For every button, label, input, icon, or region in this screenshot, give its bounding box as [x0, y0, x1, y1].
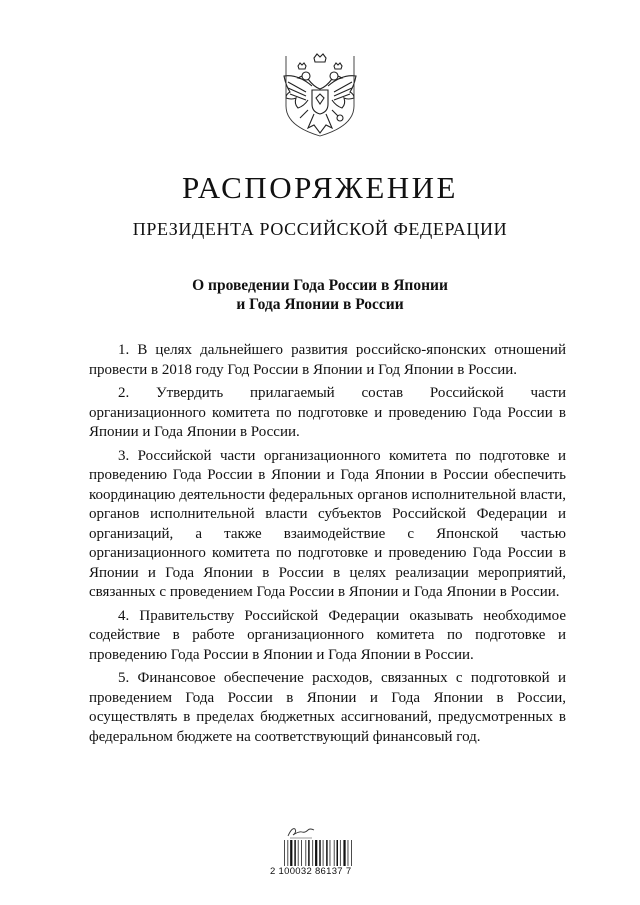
- heading-line-1: О проведении Года России в Японии: [192, 277, 448, 294]
- barcode-bar: [305, 840, 306, 866]
- paragraph-1: 1. В целях дальнейшего развития российско-японских отношений провести в 2018 году Год России в Японии и Год Японии в России.: [89, 342, 566, 378]
- document-subtitle: ПРЕЗИДЕНТА РОССИЙСКОЙ ФЕДЕРАЦИИ: [132, 219, 508, 239]
- paragraph-5: 5. Финансовое обеспечение расходов, связанных с подготовкой и проведением Года России в Японии и Года Японии в России, осуществлять в пределах бюджетных ассигнований, предусмотренных в федеральном бюджете на соответствующий финансовый год.: [89, 670, 566, 745]
- barcode-bar: [340, 840, 341, 866]
- barcode-bar: [334, 840, 335, 866]
- barcode-bar: [290, 840, 292, 866]
- barcode-bar: [298, 840, 299, 866]
- barcode-bar: [337, 840, 339, 866]
- barcode-icon: [283, 840, 361, 866]
- signature-icon: [286, 825, 316, 839]
- barcode-bar: [348, 840, 349, 866]
- document-title: РАСПОРЯЖЕНИЕ: [182, 170, 458, 205]
- coat-of-arms-icon: [278, 52, 362, 140]
- barcode-number: 2 100032 86137 7: [270, 866, 352, 877]
- barcode-bar: [294, 840, 296, 866]
- barcode-bar: [312, 840, 313, 866]
- paragraph-3: 3. Российской части организационного комитета по подготовке и проведению Года России в Японии и Года Японии в России обеспечить координацию деятельности федеральных органов исполнительной власти, органов исполнительной власти субъектов Российской Федерации и организаций, а также взаимодействие с Японской частью организационного комитета по подготовке и проведению Года России в Японии и Года Японии в России в целях реализации мероприятий, связанных с проведением Года России в Японии и Года Японии в России.: [89, 447, 566, 600]
- barcode-bar: [343, 840, 345, 866]
- barcode-bar: [330, 840, 331, 866]
- barcode-bar: [315, 840, 317, 866]
- barcode-bar: [319, 840, 321, 866]
- barcode-bar: [308, 840, 310, 866]
- heading-line-2: и Года Японии в России: [236, 296, 404, 313]
- barcode-bar: [284, 840, 285, 866]
- barcode-bar: [351, 840, 352, 866]
- barcode-bar: [326, 840, 328, 866]
- barcode-bar: [301, 840, 302, 866]
- document-heading: [0, 276, 640, 314]
- paragraph-2: 2. Утвердить прилагаемый состав Российской части организационного комитета по подготовке и проведению Года России в Японии и Года Японии в России.: [89, 385, 566, 440]
- barcode-bar: [287, 840, 288, 866]
- document-body: [89, 341, 566, 751]
- paragraph-4: 4. Правительству Российской Федерации оказывать необходимое содействие в работе организационного комитета по подготовке и проведению Года России в Японии и Года Японии в России.: [89, 607, 566, 663]
- barcode-bar: [323, 840, 324, 866]
